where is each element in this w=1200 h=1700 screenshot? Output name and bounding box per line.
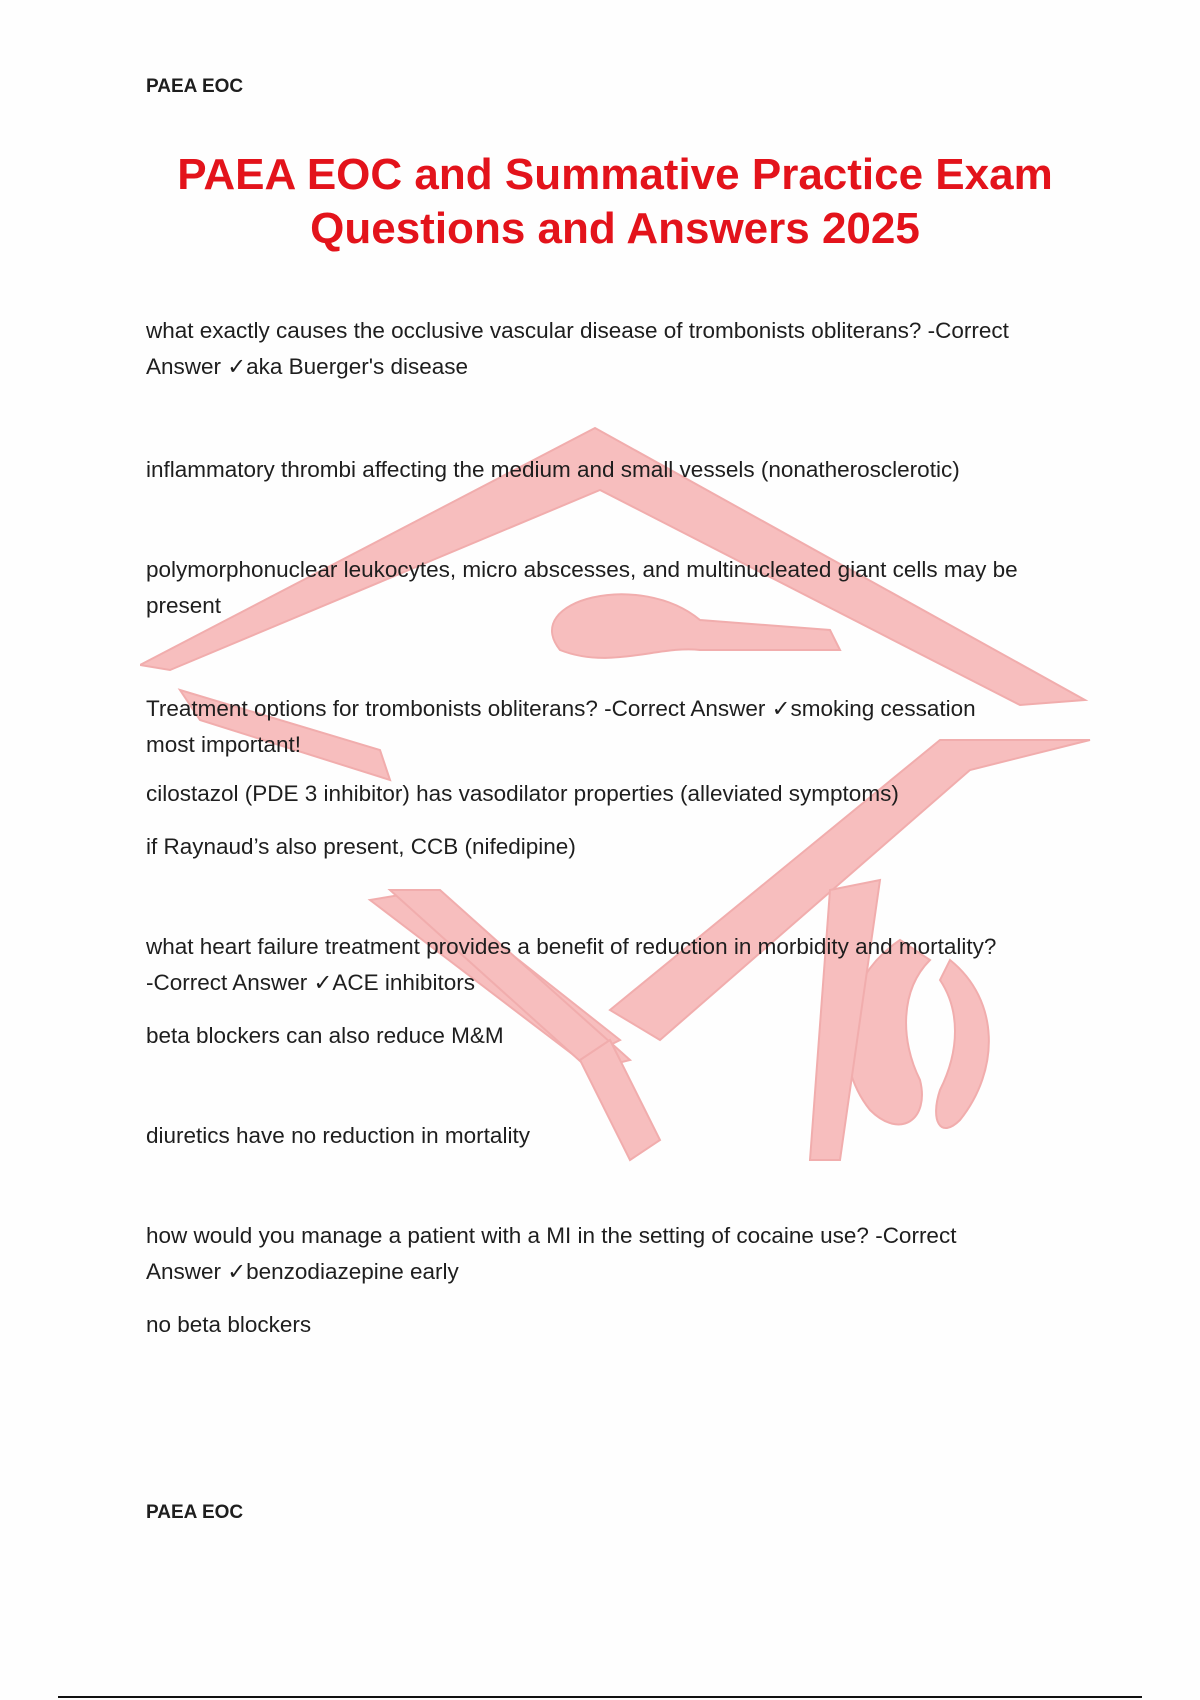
question-2-line-1: Treatment options for trombonists obliterans? -Correct Answer ✓smoking cessation bbox=[146, 696, 976, 721]
question-4-line-2: Answer ✓benzodiazepine early bbox=[146, 1259, 459, 1284]
page-footer: PAEA EOC bbox=[146, 1502, 244, 1523]
title-line-1: PAEA EOC and Summative Practice Exam bbox=[177, 150, 1053, 199]
page-header: PAEA EOC bbox=[146, 76, 244, 97]
question-3-line-1: what heart failure treatment provides a benefit of reduction in morbidity and mortality? bbox=[146, 934, 997, 959]
question-3 bbox=[146, 929, 1086, 1001]
answer-3-detail-a: beta blockers can also reduce M&M bbox=[146, 1023, 504, 1048]
answer-1-detail-b-line-2: present bbox=[146, 593, 222, 618]
question-3-line-2: -Correct Answer ✓ACE inhibitors bbox=[146, 970, 475, 995]
question-2 bbox=[146, 691, 1086, 763]
answer-2-detail-b: if Raynaud’s also present, CCB (nifedipine) bbox=[146, 834, 576, 859]
title-line-2: Questions and Answers 2025 bbox=[310, 204, 920, 253]
answer-1-detail-a: inflammatory thrombi affecting the medium and small vessels (nonatherosclerotic) bbox=[146, 457, 960, 482]
question-2-line-2: most important! bbox=[146, 732, 302, 757]
question-4 bbox=[146, 1218, 1086, 1290]
answer-3-detail-b: diuretics have no reduction in mortality bbox=[146, 1123, 530, 1148]
answer-2-detail-a: cilostazol (PDE 3 inhibitor) has vasodilator properties (alleviated symptoms) bbox=[146, 781, 899, 806]
page-bottom-rule bbox=[58, 1696, 1142, 1698]
answer-1-detail-b-line-1: polymorphonuclear leukocytes, micro abscesses, and multinucleated giant cells may be bbox=[146, 557, 1018, 582]
question-1-line-2: Answer ✓aka Buerger's disease bbox=[146, 354, 469, 379]
question-1 bbox=[146, 313, 1086, 385]
question-1-line-1: what exactly causes the occlusive vascular disease of trombonists obliterans? -Correct bbox=[146, 318, 1009, 343]
document-title bbox=[130, 148, 1100, 256]
answer-1-detail-b bbox=[146, 552, 1086, 624]
question-4-line-1: how would you manage a patient with a MI in the setting of cocaine use? -Correct bbox=[146, 1223, 957, 1248]
answer-4-detail-a: no beta blockers bbox=[146, 1312, 312, 1337]
